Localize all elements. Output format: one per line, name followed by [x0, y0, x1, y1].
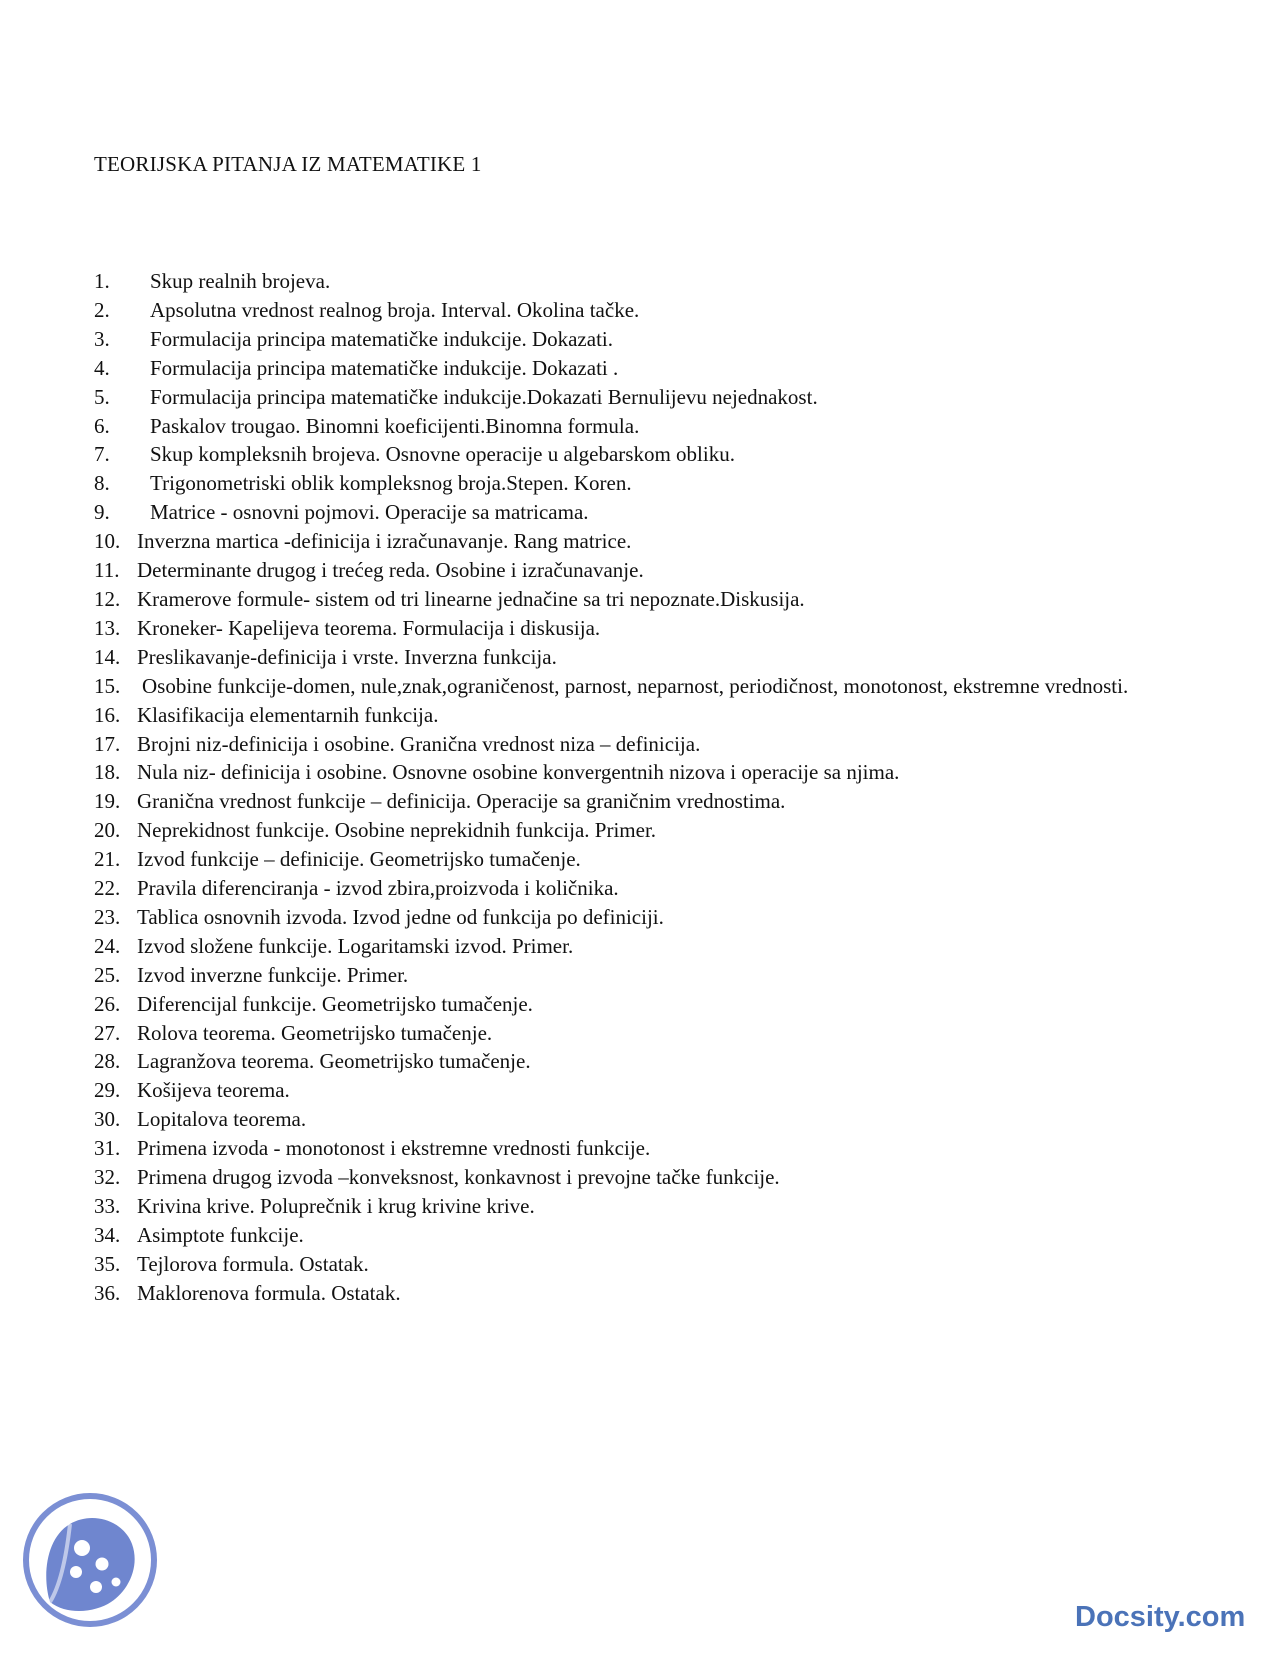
question-number: 14. — [94, 644, 121, 669]
question-number: 13. — [94, 615, 121, 640]
question-item — [94, 1221, 1184, 1250]
question-item — [94, 527, 1184, 556]
question-item — [94, 701, 1184, 730]
question-item — [94, 1163, 1184, 1192]
question-item — [94, 932, 1184, 961]
question-text: Maklorenova formula. Ostatak. — [137, 1280, 401, 1305]
question-item — [94, 585, 1184, 614]
question-text: Krivina krive. Poluprečnik i krug krivine krive. — [137, 1194, 535, 1218]
question-number: 35. — [94, 1251, 121, 1276]
question-item — [94, 1019, 1184, 1048]
question-item — [94, 1279, 1184, 1308]
question-item — [94, 1250, 1184, 1279]
question-item — [94, 412, 1184, 441]
question-number: 32. — [94, 1165, 121, 1190]
question-number: 10. — [94, 529, 121, 554]
question-number: 5. — [94, 384, 110, 409]
question-number: 26. — [94, 991, 121, 1016]
question-item — [94, 787, 1184, 816]
question-text: Kroneker- Kapelijeva teorema. Formulacija i diskusija. — [137, 615, 601, 640]
question-text: Lopitalova teorema. — [137, 1107, 307, 1132]
question-item — [94, 354, 1184, 383]
question-item — [94, 758, 1184, 787]
question-text: Rolova teorema. Geometrijsko tumačenje. — [137, 1020, 493, 1045]
question-number: 24. — [94, 933, 121, 958]
question-item — [94, 961, 1184, 990]
question-number: 7. — [94, 442, 110, 467]
question-number: 3. — [94, 326, 110, 351]
question-text: Paskalov trougao. Binomni koeficijenti.Binomna formula. — [150, 413, 640, 438]
question-item — [94, 614, 1184, 643]
question-text: Klasifikacija elementarnih funkcija. — [137, 702, 439, 727]
question-number: 20. — [94, 818, 121, 843]
question-number: 6. — [94, 413, 110, 438]
question-number: 23. — [94, 904, 121, 929]
question-number: 17. — [94, 731, 121, 756]
question-item — [94, 498, 1184, 527]
question-number: 22. — [94, 876, 121, 901]
question-item — [94, 816, 1184, 845]
question-number: 33. — [94, 1194, 121, 1218]
question-number: 28. — [94, 1049, 121, 1074]
question-number: 16. — [94, 702, 121, 727]
question-number: 12. — [94, 586, 121, 611]
question-number: 25. — [94, 962, 121, 987]
question-number: 29. — [94, 1078, 121, 1103]
question-item — [94, 325, 1184, 354]
question-number: 4. — [94, 355, 110, 380]
question-text: Izvod funkcije – definicije. Geometrijsko tumačenje. — [137, 847, 581, 872]
question-item — [94, 1076, 1184, 1105]
question-number: 19. — [94, 789, 121, 814]
question-text: Granična vrednost funkcije – definicija. Operacije sa graničnim vrednostima. — [137, 789, 786, 814]
docsity-brand: Docsity.com — [1075, 1601, 1246, 1633]
question-text: Skup kompleksnih brojeva. Osnovne operacije u algebarskom obliku. — [150, 442, 735, 467]
question-text: Nula niz- definicija i osobine. Osnovne osobine konvergentnih nizova i operacije sa njima. — [137, 760, 900, 785]
question-number: 30. — [94, 1107, 121, 1132]
question-number: 21. — [94, 847, 121, 872]
question-item — [94, 383, 1184, 412]
question-item — [94, 440, 1184, 469]
question-text: Pravila diferenciranja - izvod zbira,proizvoda i količnika. — [137, 876, 619, 901]
question-item — [94, 672, 1184, 701]
question-text: Formulacija principa matematičke indukcije. Dokazati . — [150, 355, 619, 380]
question-number: 18. — [94, 760, 121, 785]
question-number: 8. — [94, 471, 110, 496]
question-item — [94, 990, 1184, 1019]
question-text: Matrice - osnovni pojmovi. Operacije sa matricama. — [150, 500, 589, 525]
question-text: Apsolutna vrednost realnog broja. Interval. Okolina tačke. — [150, 297, 640, 322]
docsity-logo-icon — [20, 1490, 160, 1630]
question-number: 1. — [94, 269, 110, 293]
question-text: Košijeva teorema. — [137, 1078, 290, 1103]
question-number: 11. — [94, 558, 120, 583]
question-text: Preslikavanje-definicija i vrste. Inverzna funkcija. — [137, 644, 557, 669]
question-text: Osobine funkcije-domen, nule,znak,ograničenost, parnost, neparnost, periodičnost, monotonost, ekstremne vrednosti. — [142, 673, 1129, 698]
question-text: Neprekidnost funkcije. Osobine neprekidnih funkcija. Primer. — [137, 818, 657, 843]
question-text: Formulacija principa matematičke indukcije.Dokazati Bernulijevu nejednakost. — [150, 384, 818, 409]
question-text: Tejlorova formula. Ostatak. — [137, 1251, 369, 1276]
question-item — [94, 874, 1184, 903]
question-item — [94, 1192, 1184, 1221]
question-text: Lagranžova teorema. Geometrijsko tumačenje. — [137, 1049, 531, 1074]
question-number: 9. — [94, 500, 110, 525]
question-text: Trigonometriski oblik kompleksnog broja.Stepen. Koren. — [150, 471, 632, 496]
question-text: Inverzna martica -definicija i izračunavanje. Rang matrice. — [137, 529, 632, 554]
question-text: Tablica osnovnih izvoda. Izvod jedne od funkcija po definiciji. — [137, 904, 664, 929]
question-list — [94, 267, 1184, 1308]
question-text: Primena izvoda - monotonost i ekstremne vrednosti funkcije. — [137, 1136, 651, 1161]
question-item — [94, 1134, 1184, 1163]
question-text: Diferencijal funkcije. Geometrijsko tumačenje. — [137, 991, 533, 1016]
question-number: 27. — [94, 1020, 121, 1045]
question-text: Izvod složene funkcije. Logaritamski izvod. Primer. — [137, 933, 574, 958]
question-item — [94, 469, 1184, 498]
question-number: 36. — [94, 1280, 121, 1305]
question-number: 34. — [94, 1222, 121, 1247]
question-item — [94, 903, 1184, 932]
question-item — [94, 1105, 1184, 1134]
question-text: Determinante drugog i trećeg reda. Osobine i izračunavanje. — [137, 558, 644, 583]
question-text: Formulacija principa matematičke indukcije. Dokazati. — [150, 326, 613, 351]
question-text: Brojni niz-definicija i osobine. Granična vrednost niza – definicija. — [137, 731, 701, 756]
question-text: Izvod inverzne funkcije. Primer. — [137, 962, 409, 987]
question-text: Kramerove formule- sistem od tri linearne jednačine sa tri nepoznate.Diskusija. — [137, 586, 805, 611]
question-item — [94, 730, 1184, 759]
question-item — [94, 1047, 1184, 1076]
question-number: 15. — [94, 673, 121, 698]
question-item — [94, 643, 1184, 672]
question-number: 31. — [94, 1136, 121, 1161]
question-item — [94, 296, 1184, 325]
question-text: Primena drugog izvoda –konveksnost, konkavnost i prevojne tačke funkcije. — [137, 1165, 780, 1190]
question-item — [94, 267, 1184, 296]
question-number: 2. — [94, 297, 110, 322]
question-item — [94, 845, 1184, 874]
question-text: Asimptote funkcije. — [137, 1222, 304, 1247]
document-title: TEORIJSKA PITANJA IZ MATEMATIKE 1 — [94, 152, 482, 176]
question-item — [94, 556, 1184, 585]
question-text: Skup realnih brojeva. — [150, 269, 331, 293]
